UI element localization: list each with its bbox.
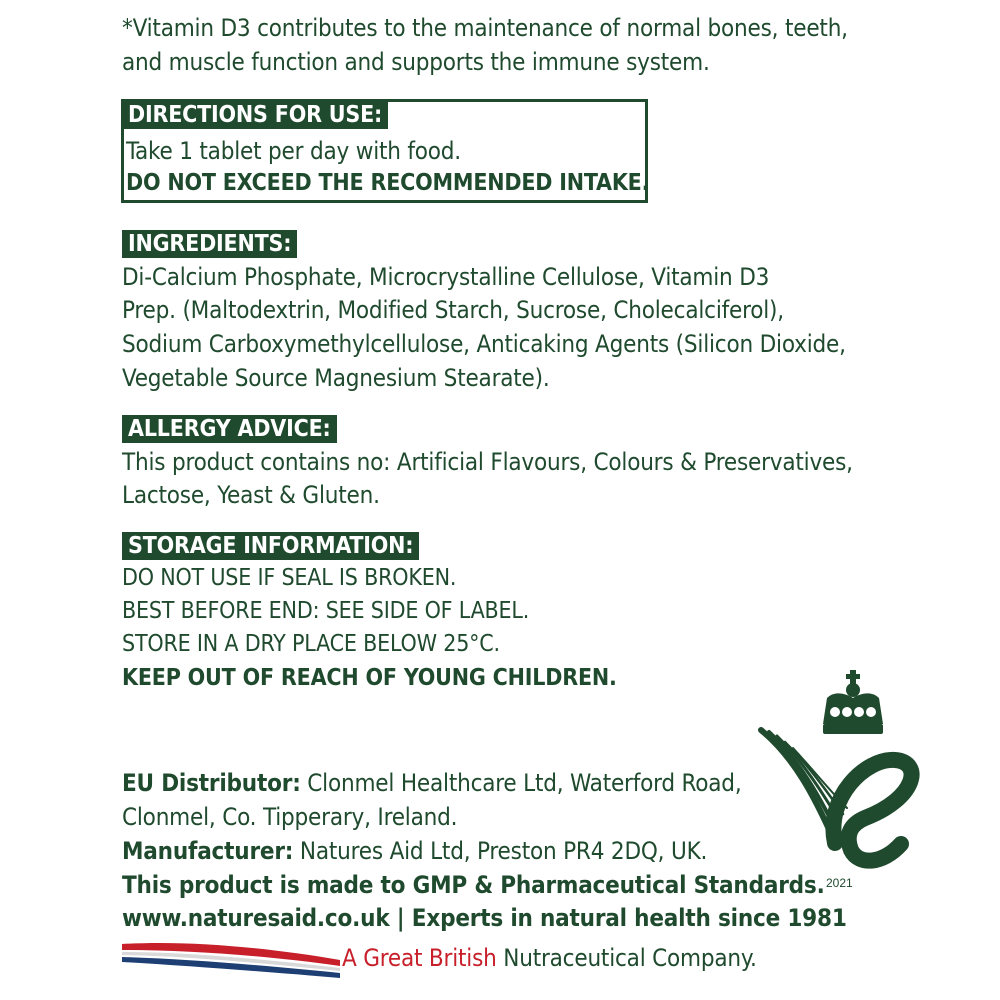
tagline [342,944,757,972]
allergy-heading: ALLERGY ADVICE: [122,415,337,443]
distributor-label: EU Distributor: [122,769,301,797]
allergy-line-2: Lactose, Yeast & Gluten. [122,481,380,509]
storage-heading: STORAGE INFORMATION: [122,532,419,560]
intro-line-1: *Vitamin D3 contributes to the maintenance of normal bones, teeth, [122,14,848,42]
distributor-text-1: Clonmel Healthcare Ltd, Waterford Road, [300,769,742,797]
storage-line-2: BEST BEFORE END: SEE SIDE OF LABEL. [122,598,530,624]
manufacturer-label: Manufacturer: [122,837,294,865]
union-flag-swoosh-icon [120,938,340,978]
manufacturer-line [122,837,707,865]
ingredients-line-4: Vegetable Source Magnesium Stearate). [122,364,550,392]
directions-warning: DO NOT EXCEED THE RECOMMENDED INTAKE. [126,170,650,196]
directions-line-1: Take 1 tablet per day with food. [126,137,461,165]
ingredients-line-1: Di-Calcium Phosphate, Microcrystalline Cellulose, Vitamin D3 [122,263,770,291]
award-year: 2021 [826,876,853,890]
website-line: www.naturesaid.co.uk | Experts in natural health since 1981 [122,904,847,932]
ingredients-line-3: Sodium Carboxymethylcellulose, Anticaking Agents (Silicon Dioxide, [122,330,846,358]
queens-award-emblem-icon [755,668,925,898]
directions-heading: DIRECTIONS FOR USE: [122,101,388,129]
manufacturer-text: Natures Aid Ltd, Preston PR4 2DQ, UK. [293,837,708,865]
intro-line-2: and muscle function and supports the immune system. [122,48,710,76]
tagline-red: A Great British [342,944,497,972]
storage-warning: KEEP OUT OF REACH OF YOUNG CHILDREN. [122,665,617,691]
distributor-line-2: Clonmel, Co. Tipperary, Ireland. [122,803,458,831]
gmp-statement: This product is made to GMP & Pharmaceutical Standards. [122,871,825,899]
ingredients-line-2: Prep. (Maltodextrin, Modified Starch, Sucrose, Cholecalciferol), [122,296,784,324]
allergy-line-1: This product contains no: Artificial Flavours, Colours & Preservatives, [122,448,853,476]
storage-line-1: DO NOT USE IF SEAL IS BROKEN. [122,565,457,591]
storage-line-3: STORE IN A DRY PLACE BELOW 25°C. [122,631,500,657]
distributor-line-1 [122,769,741,797]
tagline-rest: Nutraceutical Company. [496,944,757,972]
ingredients-heading: INGREDIENTS: [122,230,297,258]
